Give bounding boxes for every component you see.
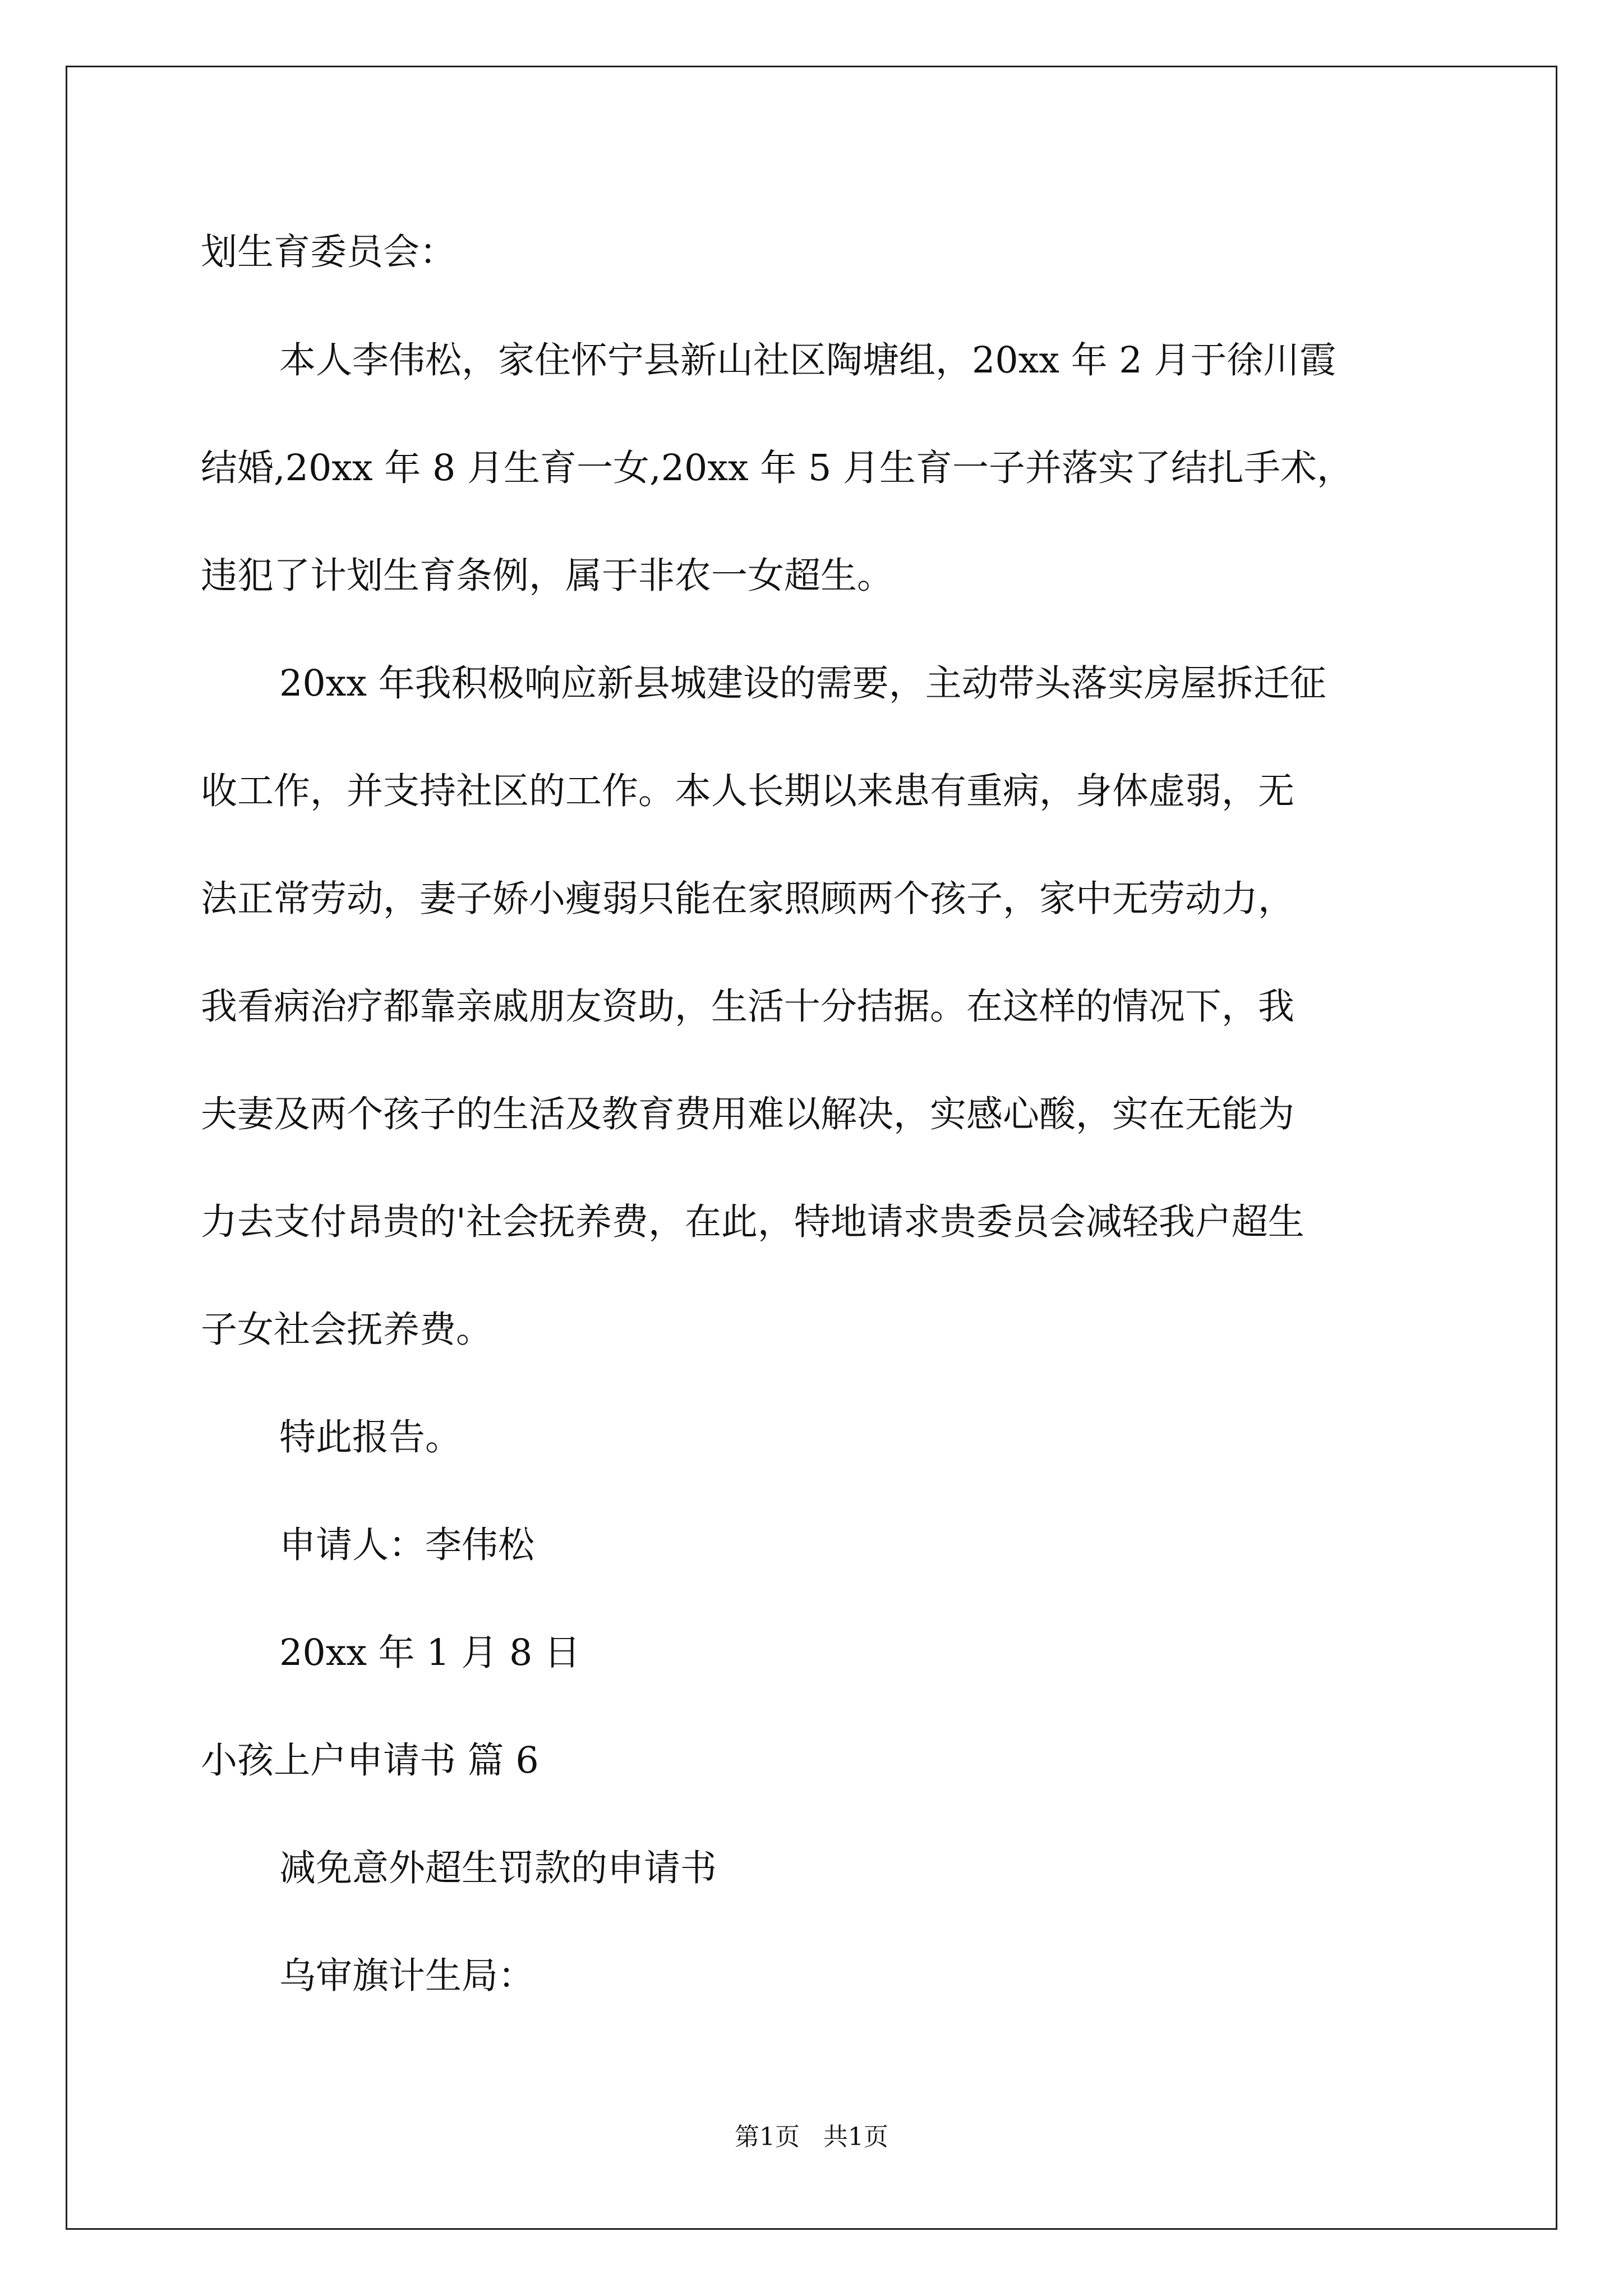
page-border [66,66,1557,2230]
paragraph-2-line-6: 力去支付昂贵的'社会抚养费，在此，特地请求贵委员会减轻我户超生 [201,1201,1304,1243]
section-heading: 小孩上户申请书 篇 6 [201,1740,539,1782]
page-number-footer: 第1页 共1页 [735,2123,888,2151]
salutation-continued: 划生育委员会： [201,231,457,273]
paragraph-1-line-1: 本人李伟松，家住怀宁县新山社区陶塘组，20xx 年 2 月于徐川霞 [279,339,1336,381]
paragraph-2-line-2: 收工作，并支持社区的工作。本人长期以来患有重病，身体虚弱，无 [201,770,1295,812]
paragraph-1-line-3: 违犯了计划生育条例，属于非农一女超生。 [201,555,894,597]
paragraph-2-line-5: 夫妻及两个孩子的生活及教育费用难以解决，实感心酸，实在无能为 [201,1093,1295,1135]
paragraph-2-line-7: 子女社会抚养费。 [201,1309,493,1351]
paragraph-1-line-2: 结婚,20xx 年 8 月生育一女,20xx 年 5 月生育一子并落实了结扎手术， [201,447,1354,489]
recipient-salutation: 乌审旗计生局： [279,1955,535,1997]
paragraph-2-line-4: 我看病治疗都靠亲戚朋友资助，生活十分拮据。在这样的情况下，我 [201,986,1295,1028]
letter-title: 减免意外超生罚款的申请书 [279,1847,717,1889]
paragraph-2-line-3: 法正常劳动，妻子娇小瘦弱只能在家照顾两个孩子，家中无劳动力， [201,878,1295,920]
paragraph-2-line-1: 20xx 年我积极响应新县城建设的需要，主动带头落实房屋拆迁征 [279,662,1326,705]
document-date: 20xx 年 1 月 8 日 [279,1632,581,1674]
applicant-signature: 申请人：李伟松 [279,1524,535,1566]
closing-phrase: 特此报告。 [279,1416,462,1458]
